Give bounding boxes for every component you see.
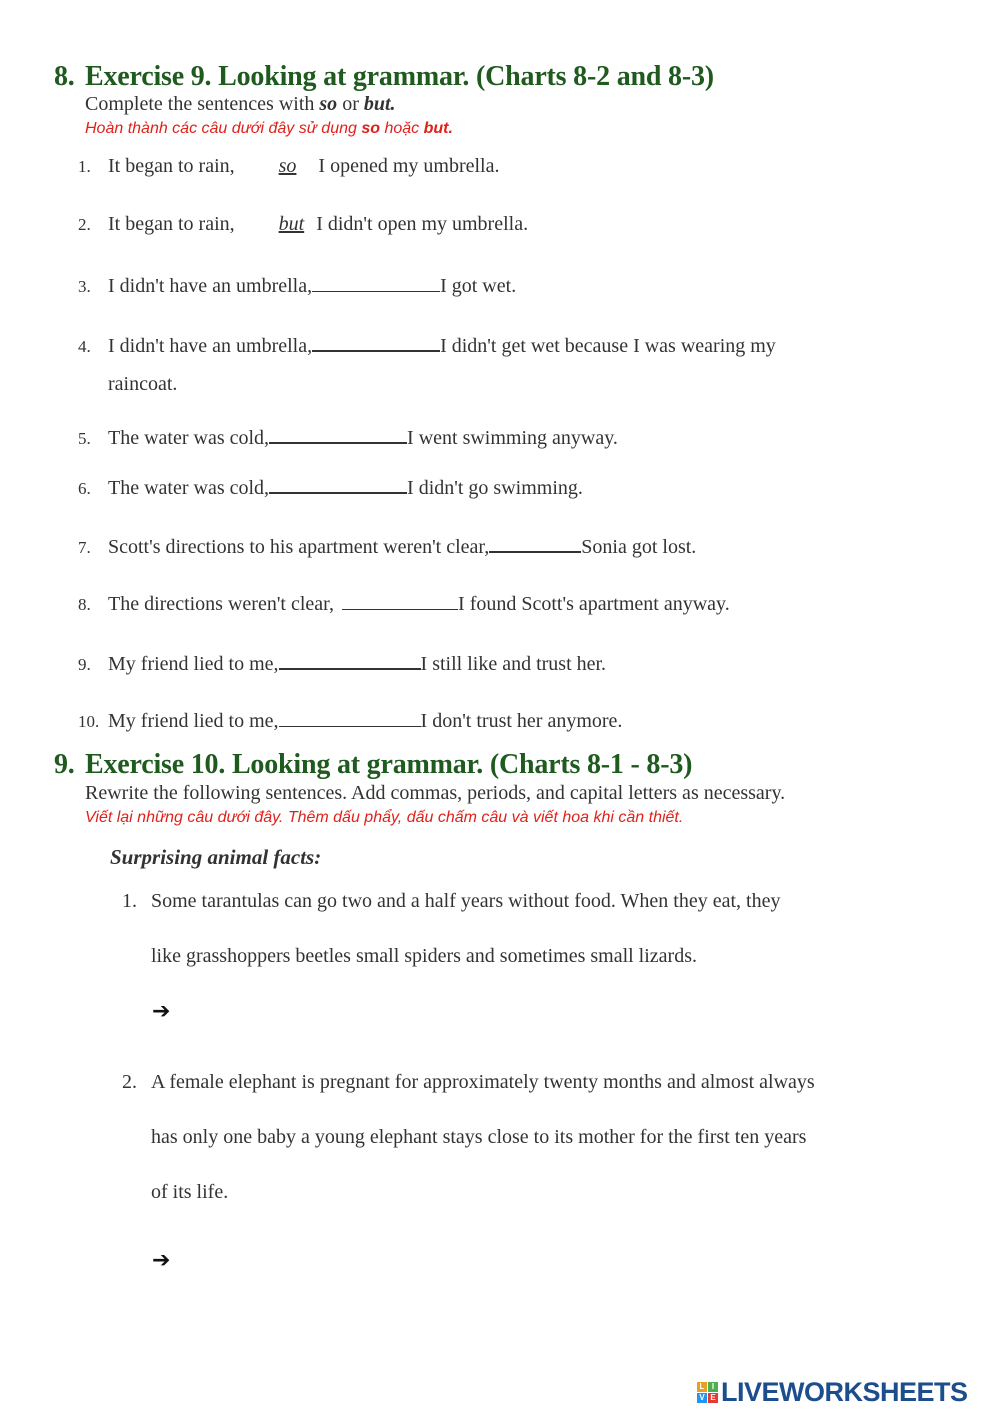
surprising-facts-subheading: Surprising animal facts: — [110, 845, 322, 869]
sentence-item-9 — [78, 650, 606, 676]
fact-1-line-2 — [122, 945, 697, 968]
sentence-after: I got wet. — [440, 275, 517, 297]
fact-1-line-1 — [122, 890, 780, 913]
fact-2-line-2 — [122, 1126, 806, 1149]
example-answer: but — [278, 213, 305, 235]
fact-2-line-1 — [122, 1071, 815, 1094]
sentence-after: I opened my umbrella. — [318, 155, 500, 177]
answer-blank-3[interactable] — [312, 273, 440, 292]
answer-blank-6[interactable] — [269, 474, 407, 494]
exercise-9-heading — [54, 61, 714, 93]
sentence-after: I went swimming anyway. — [407, 427, 618, 449]
logo-letter-e: E — [708, 1393, 718, 1403]
sentence-before: My friend lied to me, — [108, 710, 279, 732]
exercise-10-number: 9. — [54, 749, 75, 780]
answer-blank-9[interactable] — [279, 650, 421, 670]
answer-arrow-icon[interactable]: ➔ — [152, 1248, 171, 1273]
vn-text: Hoàn thành các câu dưới đây sử dụng — [85, 120, 362, 137]
logo-letter-i: I — [708, 1382, 718, 1392]
sentence-after: I didn't get wet because I was wearing my — [440, 335, 776, 357]
item-number: 2. — [78, 215, 91, 234]
item-number: 10. — [78, 712, 100, 731]
sentence-before: Scott's directions to his apartment weren't clear, — [108, 536, 490, 558]
sentence-after: I don't trust her anymore. — [420, 710, 623, 732]
exercise-9-instruction — [85, 93, 396, 116]
sentence-after: Sonia got lost. — [581, 536, 697, 558]
answer-arrow-icon[interactable]: ➔ — [152, 999, 171, 1024]
sentence-item-2 — [78, 213, 528, 236]
item-number: 4. — [78, 337, 91, 356]
instruction-so: so — [319, 93, 338, 115]
vn-but: but. — [423, 120, 453, 137]
item-number: 3. — [78, 277, 91, 296]
sentence-after: I didn't open my umbrella. — [316, 213, 529, 235]
sentence-after: I didn't go swimming. — [407, 477, 583, 499]
sentence-item-4-continued: raincoat. — [108, 373, 178, 395]
instruction-text: Complete the sentences with — [85, 93, 320, 115]
sentence-item-5 — [78, 424, 618, 450]
sentence-item-10 — [78, 708, 622, 733]
logo-letter-v: V — [697, 1393, 707, 1403]
exercise-10-instruction: Rewrite the following sentences. Add commas, periods, and capital letters as necessary. — [85, 782, 786, 804]
exercise-9-number: 8. — [54, 61, 75, 92]
answer-blank-7[interactable] — [489, 533, 581, 553]
fact-number: 2. — [122, 1071, 137, 1093]
sentence-before: The water was cold, — [108, 427, 270, 449]
sentence-before: The directions weren't clear, — [108, 593, 335, 615]
instruction-or: or — [337, 93, 364, 115]
sentence-before: It began to rain, — [108, 213, 235, 235]
fact-text: like grasshoppers beetles small spiders and sometimes small lizards. — [151, 945, 697, 967]
sentence-after: I still like and trust her. — [420, 653, 607, 675]
exercise-9-vietnamese-instruction — [85, 120, 453, 138]
item-number: 9. — [78, 655, 91, 674]
fact-2-line-3 — [122, 1181, 228, 1204]
sentence-item-3 — [78, 273, 516, 298]
logo-letter-l: L — [697, 1382, 707, 1392]
sentence-before: It began to rain, — [108, 155, 235, 177]
fact-text: of its life. — [151, 1181, 229, 1203]
sentence-after: I found Scott's apartment anyway. — [458, 593, 730, 615]
sentence-before: I didn't have an umbrella, — [108, 335, 313, 357]
vn-mid: hoặc — [380, 120, 424, 137]
sentence-item-7 — [78, 533, 696, 559]
sentence-item-8 — [78, 591, 730, 616]
vn-so: so — [361, 120, 381, 137]
answer-blank-5[interactable] — [269, 424, 407, 444]
logo-mark-icon — [697, 1382, 718, 1403]
fact-text: has only one baby a young elephant stays close to its mother for the first ten years — [151, 1126, 807, 1148]
fact-text: A female elephant is pregnant for approximately twenty months and almost always — [151, 1071, 815, 1093]
answer-blank-4[interactable] — [312, 332, 440, 352]
item-number: 1. — [78, 157, 91, 176]
exercise-10-heading — [54, 749, 692, 781]
logo-text: LIVEWORKSHEETS — [721, 1377, 968, 1407]
answer-blank-8[interactable] — [342, 591, 458, 610]
liveworksheets-logo — [697, 1377, 968, 1408]
item-number: 6. — [78, 479, 91, 498]
sentence-item-6 — [78, 474, 583, 500]
item-number: 7. — [78, 538, 91, 557]
sentence-before: I didn't have an umbrella, — [108, 275, 313, 297]
answer-blank-10[interactable] — [279, 708, 421, 727]
fact-text: Some tarantulas can go two and a half years without food. When they eat, they — [151, 890, 781, 912]
sentence-item-1 — [78, 155, 499, 178]
instruction-but: but. — [363, 93, 396, 115]
exercise-10-title: Exercise 10. Looking at grammar. (Charts 8-1 - 8-3) — [85, 749, 693, 780]
example-answer: so — [278, 155, 297, 177]
sentence-before: The water was cold, — [108, 477, 270, 499]
sentence-before: My friend lied to me, — [108, 653, 279, 675]
fact-number: 1. — [122, 890, 137, 912]
item-number: 8. — [78, 595, 91, 614]
item-number: 5. — [78, 429, 91, 448]
sentence-item-4 — [78, 332, 776, 358]
exercise-9-title: Exercise 9. Looking at grammar. (Charts 8-2 and 8-3) — [85, 61, 714, 92]
exercise-10-vietnamese-instruction: Viết lại những câu dưới đây. Thêm dấu phẩy, dấu chấm câu và viết hoa khi cần thiết. — [85, 809, 684, 826]
